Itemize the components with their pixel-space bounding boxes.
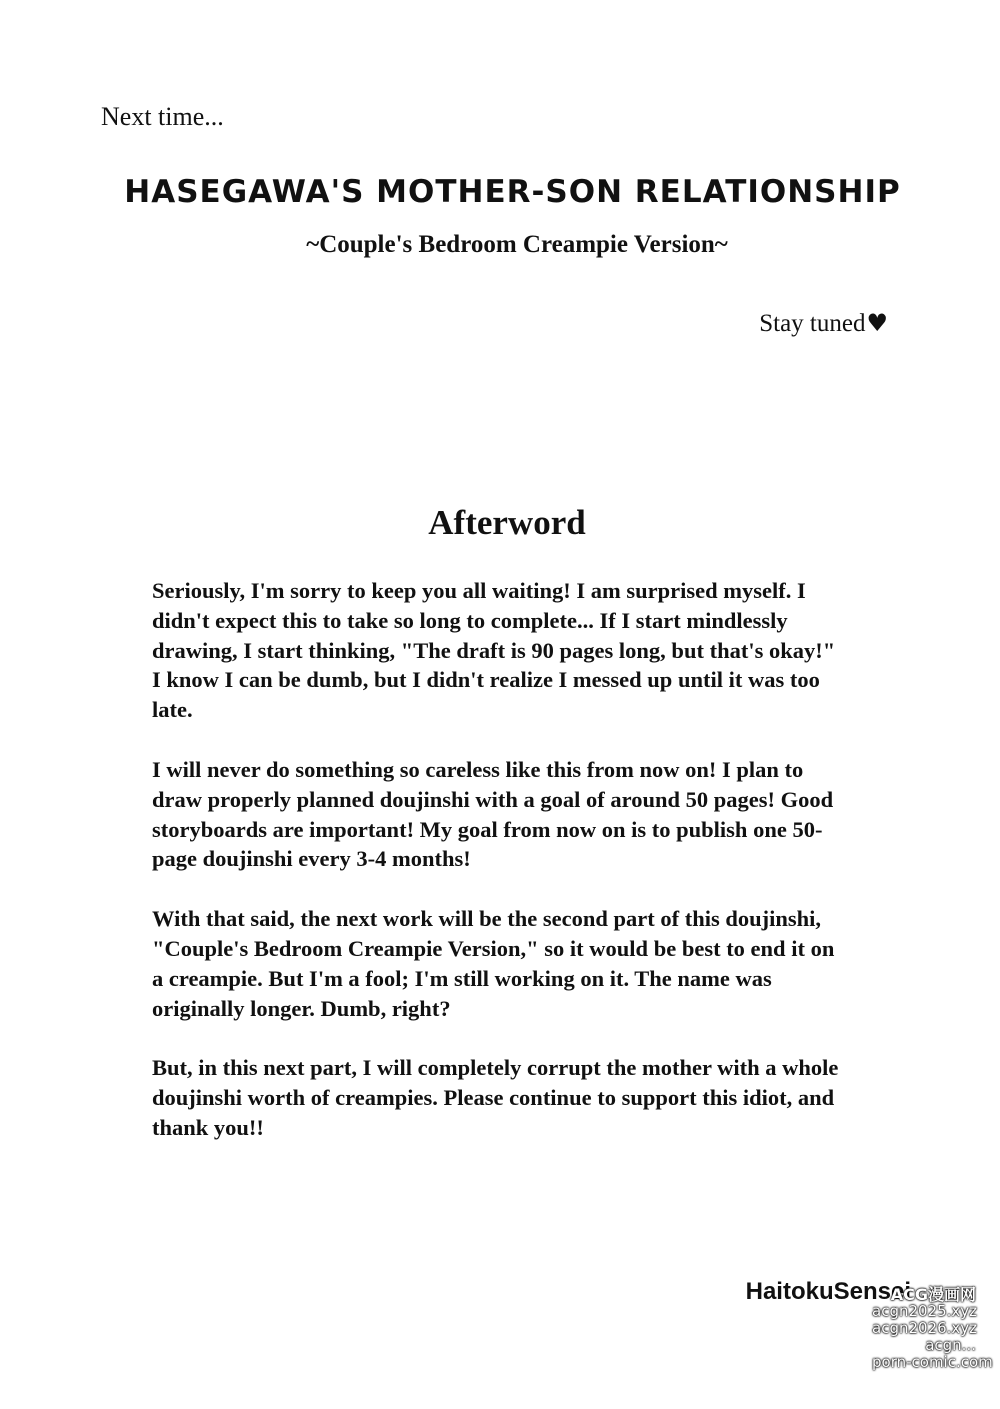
afterword-paragraph: Seriously, I'm sorry to keep you all waiting! I am surprised myself. I didn't expect this to take so long to complete... If I start mindlessly drawing, I start thinking, "The draft is 90 pages long, but that's okay!" I know I can be dumb, but I didn't realize I messed up until it was too late. [152, 578, 836, 723]
afterword-paragraph: With that said, the next work will be the second part of this doujinshi, "Couple's Bedroom Creampie Version," so it would be best to end it on a creampie. But I'm a fool; I'm still working on it. The name was originally longer. Dumb, right? [152, 906, 835, 1021]
stay-tuned-text: Stay tuned [759, 310, 866, 337]
watermark-line: porn-comic.com [872, 1353, 993, 1371]
author-signature: HaitokuSensei [745, 1278, 911, 1305]
watermark-line: acgn2025.xyz [872, 1302, 978, 1320]
site-watermark [872, 1285, 993, 1371]
next-time-label: Next time... [101, 102, 224, 131]
watermark-line: acgn2026.xyz [872, 1319, 978, 1337]
afterword-heading: Afterword [428, 503, 586, 542]
afterword-paragraph: But, in this next part, I will completely corrupt the mother with a whole doujinshi worth of creampies. Please continue to support this idiot, and thank you!! [152, 1055, 839, 1140]
afterword-paragraph: I will never do something so careless like this from now on! I plan to draw properly planned doujinshi with a goal of around 50 pages! Good storyboards are important! My goal from now on is to publish one 50-page doujinshi every 3-4 months! [152, 756, 834, 872]
watermark-line: ACG漫画网 [890, 1285, 976, 1304]
afterword-body [152, 576, 842, 1173]
next-subtitle: ~Couple's Bedroom Creampie Version~ [306, 231, 728, 258]
next-title: HASEGAWA'S MOTHER-SON RELATIONSHIP [124, 174, 901, 210]
heart-icon: ♥ [866, 309, 888, 337]
stay-tuned-line [759, 306, 888, 341]
watermark-line: acgn... [925, 1336, 976, 1354]
